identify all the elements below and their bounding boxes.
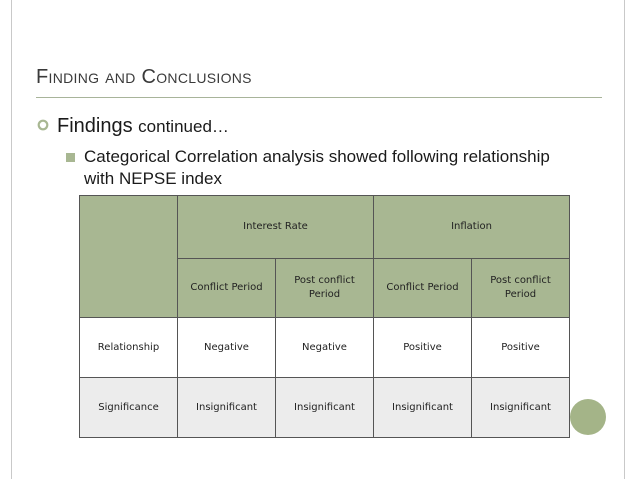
table-cell: Negative (276, 318, 374, 378)
corner-cell (80, 196, 178, 318)
subheader-inf-post: Post conflict Period (472, 259, 570, 318)
square-bullet-icon (66, 153, 75, 162)
bullet-correlation: Categorical Correlation analysis showed following relationship with NEPSE index (84, 147, 550, 188)
subheader-ir-post: Post conflict Period (276, 259, 374, 318)
table-cell: Insignificant (374, 378, 472, 438)
subheader-inf-conflict: Conflict Period (374, 259, 472, 318)
table-row (80, 318, 570, 378)
bullet-findings-sub: continued… (138, 117, 229, 136)
table-cell: Positive (472, 318, 570, 378)
title-divider (36, 97, 602, 98)
decorative-circle (570, 399, 606, 435)
table-cell: Negative (178, 318, 276, 378)
row-label: Significance (80, 378, 178, 438)
bullet-findings (57, 115, 229, 138)
slide-title: Finding and Conclusions (36, 66, 252, 88)
table-cell: Insignificant (178, 378, 276, 438)
bullet-findings-main: Findings (57, 115, 133, 137)
header-interest-rate: Interest Rate (178, 196, 374, 259)
header-inflation: Inflation (374, 196, 570, 259)
row-label: Relationship (80, 318, 178, 378)
table-cell: Insignificant (472, 378, 570, 438)
subheader-ir-conflict: Conflict Period (178, 259, 276, 318)
table-cell: Insignificant (276, 378, 374, 438)
table-cell: Positive (374, 318, 472, 378)
table-row (80, 378, 570, 438)
ring-bullet-icon (37, 119, 49, 131)
correlation-table (79, 195, 570, 438)
